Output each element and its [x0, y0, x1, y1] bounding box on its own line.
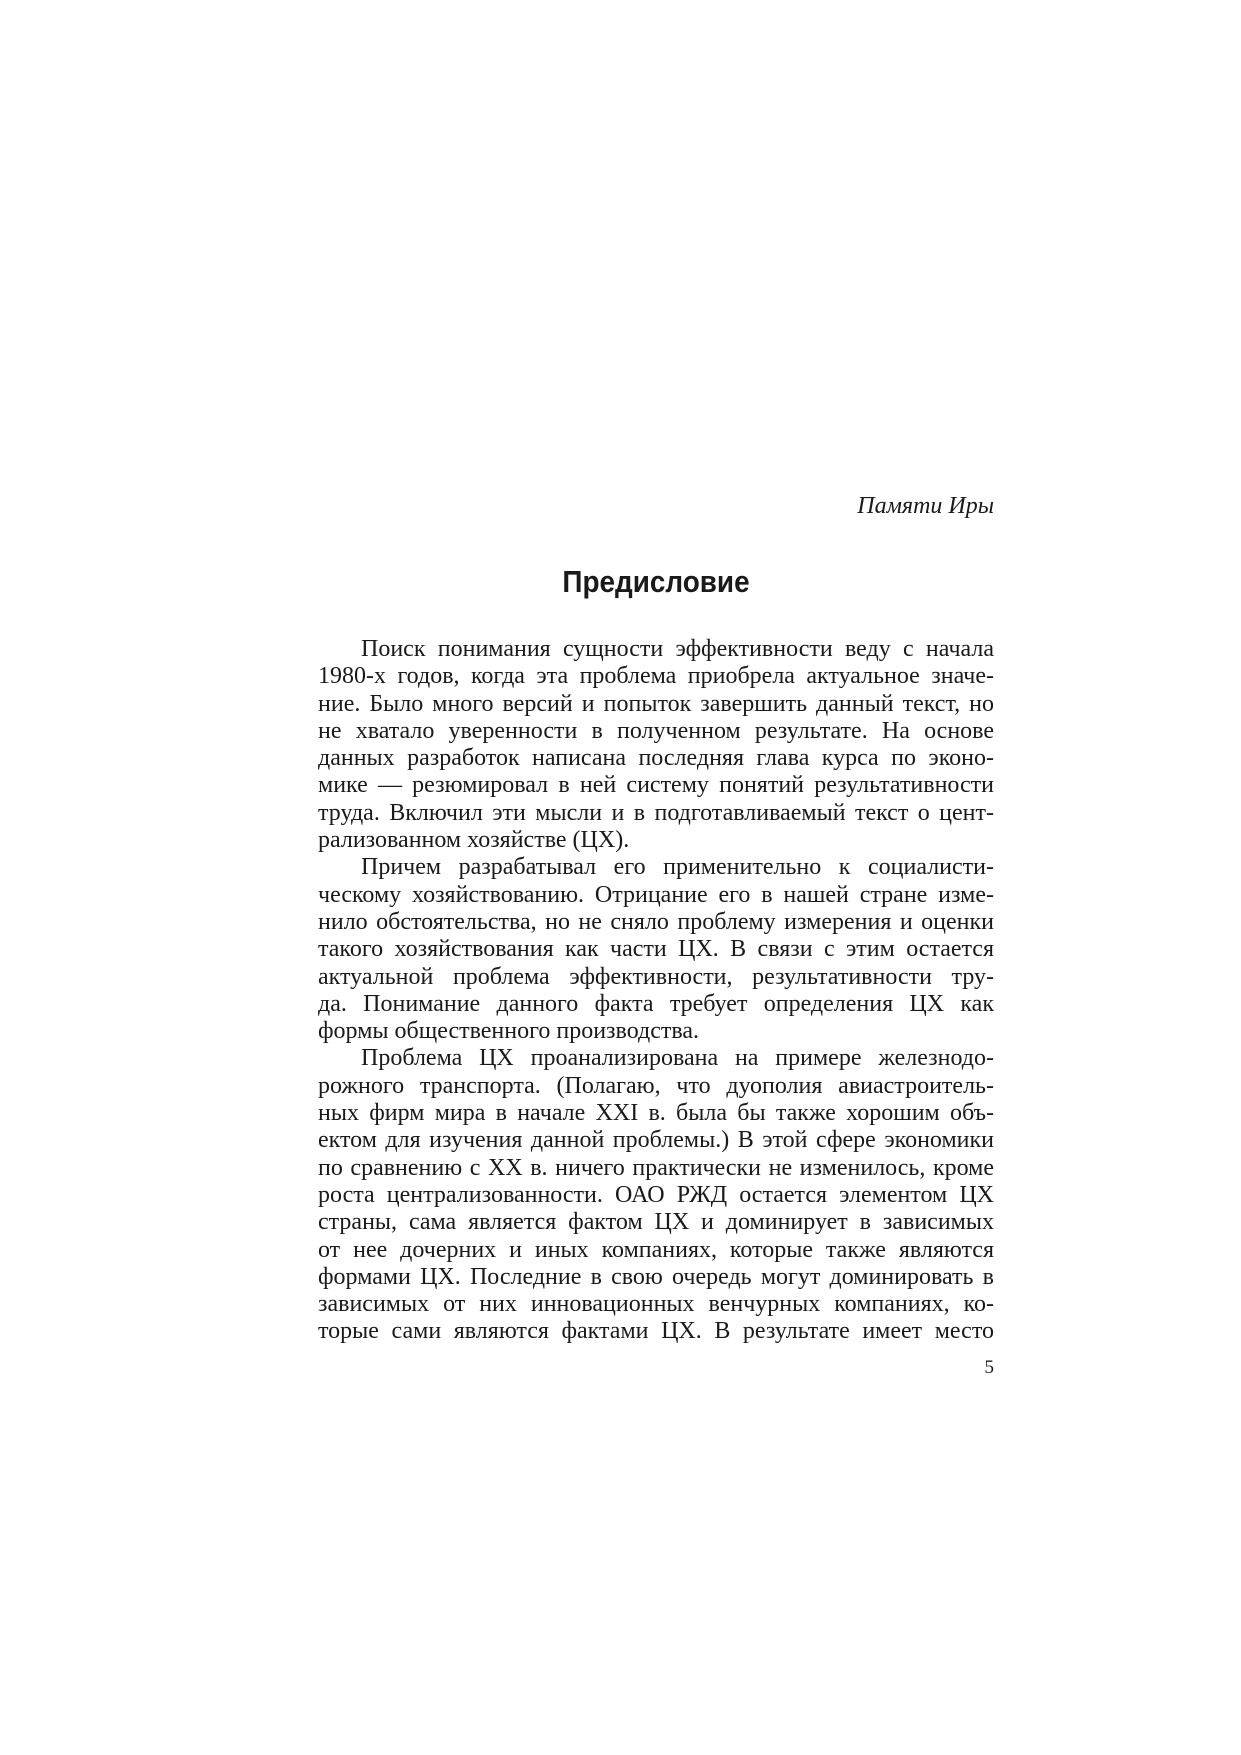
- text-line: Проблема ЦХ проанализирована на примере железнодо-: [361, 1045, 994, 1072]
- text-line: Причем разрабатывал его применительно к социалисти-: [361, 854, 994, 881]
- text-line: от нее дочерних и иных компаниях, которые также являются: [318, 1236, 994, 1263]
- text-line: страны, сама является фактом ЦХ и доминирует в зависимых: [318, 1209, 994, 1236]
- text-line: ектом для изучения данной проблемы.) В этой сфере экономики: [318, 1127, 994, 1154]
- text-line: данных разработок написана последняя глава курса по эконо-: [318, 745, 994, 772]
- text-line: рожного транспорта. (Полагаю, что дуополия авиастроитель-: [318, 1072, 994, 1099]
- text-line: актуальной проблема эффективности, результативности тру-: [318, 963, 994, 990]
- text-line: труда. Включил эти мысли и в подготавливаемый текст о цент-: [318, 799, 994, 826]
- text-line: торые сами являются фактами ЦХ. В результате имеет место: [318, 1318, 994, 1345]
- page-title: Предисловие: [562, 564, 750, 599]
- dedication: Памяти Иры: [857, 493, 994, 519]
- paragraph: [318, 854, 994, 1045]
- text-line: да. Понимание данного факта требует определения ЦХ как: [318, 990, 994, 1017]
- text-line: Поиск понимания сущности эффективности веду с начала: [361, 636, 994, 662]
- preface-body: [318, 636, 994, 1346]
- paragraph: [318, 636, 994, 854]
- text-line: зависимых от них инновационных венчурных компаниях, ко-: [318, 1291, 994, 1318]
- text-line: формы общественного производства.: [318, 1018, 700, 1045]
- text-line: такого хозяйствования как части ЦХ. В связи с этим остается: [318, 936, 994, 963]
- text-line: ных фирм мира в начале XXI в. была бы также хорошим объ-: [318, 1100, 994, 1127]
- text-line: рализованном хозяйстве (ЦХ).: [318, 827, 630, 854]
- text-line: формами ЦХ. Последние в свою очередь могут доминировать в: [318, 1263, 994, 1290]
- text-line: по сравнению с XX в. ничего практически не изменилось, кроме: [318, 1154, 994, 1181]
- text-line: не хватало уверенности в полученном результате. На основе: [318, 717, 994, 744]
- text-line: нило обстоятельства, но не сняло проблему измерения и оценки: [318, 908, 994, 935]
- text-line: мике — резюмировал в ней систему понятий результативности: [318, 772, 994, 799]
- text-line: 1980-х годов, когда эта проблема приобрела актуальное значе-: [318, 663, 994, 690]
- page-number: 5: [984, 1357, 994, 1378]
- paragraph: [318, 1045, 994, 1345]
- text-line: роста централизованности. ОАО РЖД остается элементом ЦХ: [318, 1181, 994, 1208]
- text-line: ние. Было много версий и попыток завершить данный текст, но: [318, 690, 994, 717]
- text-line: ческому хозяйствованию. Отрицание его в нашей стране изме-: [318, 881, 994, 908]
